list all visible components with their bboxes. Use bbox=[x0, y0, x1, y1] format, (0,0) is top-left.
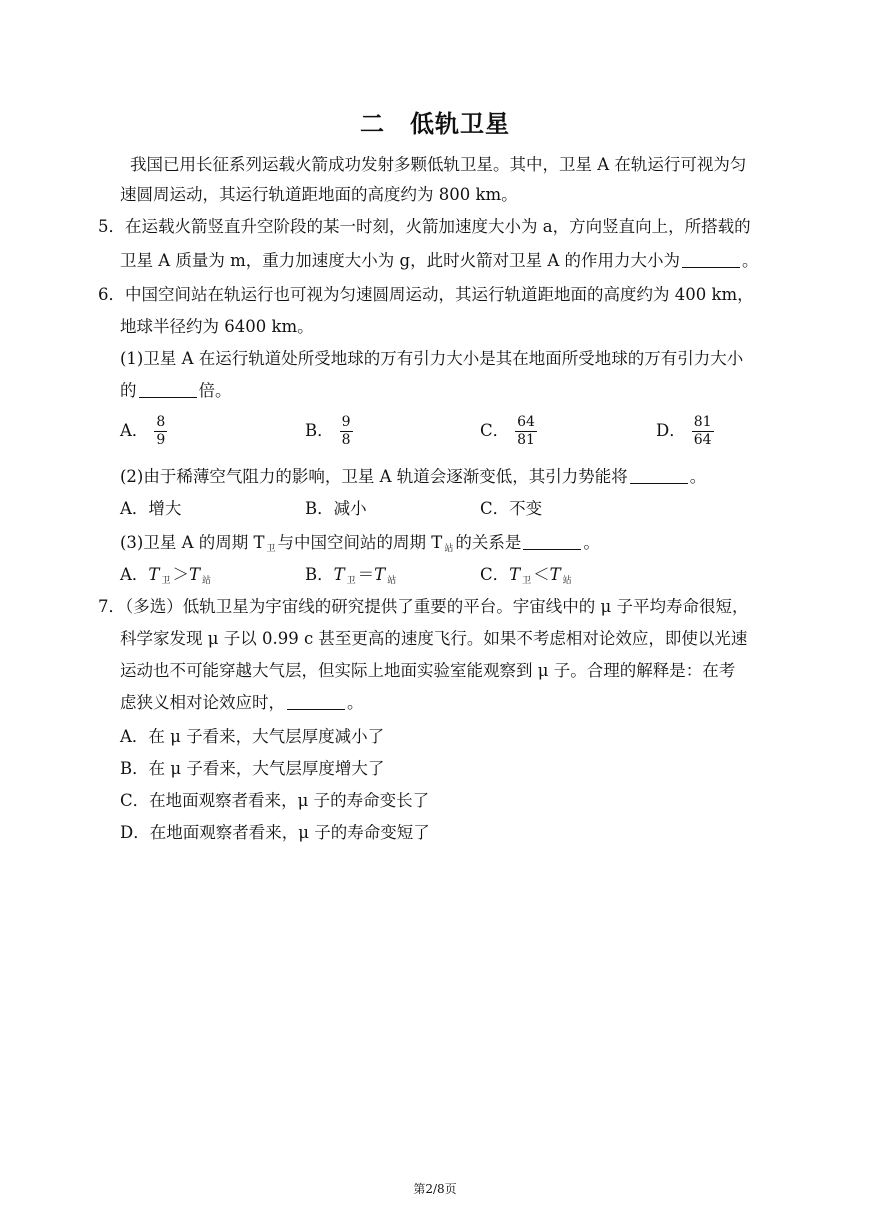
section-title: 二 低轨卫星 bbox=[360, 110, 510, 138]
answer-blank bbox=[682, 251, 740, 268]
q6-p3-text-a: (3)卫星 A 的周期 T bbox=[120, 533, 265, 552]
subscript: 站 bbox=[387, 576, 397, 586]
q6-p3-option-b bbox=[305, 564, 398, 592]
fraction bbox=[515, 414, 537, 449]
fraction bbox=[154, 414, 167, 449]
q6-p2-line-1 bbox=[120, 466, 706, 488]
q6-p1-option-b bbox=[305, 414, 353, 449]
q6-p1-line-2 bbox=[120, 380, 232, 402]
q5-line-2-end: 。 bbox=[742, 251, 759, 270]
q6-line-1: 6．中国空间站在轨运行也可视为匀速圆周运动，其运行轨道距地面的高度约为 400 km， bbox=[98, 285, 754, 304]
q7-line-2: 科学家发现 μ 子以 0.99 c 甚至更高的速度飞行。如果不考虑相对论效应，即使以光速 bbox=[120, 629, 748, 648]
fraction-numerator: 9 bbox=[341, 414, 351, 430]
subscript: 站 bbox=[562, 576, 572, 586]
subscript: 站 bbox=[201, 576, 211, 586]
q6-p3-option-c bbox=[480, 564, 574, 592]
symbol-t: T bbox=[374, 565, 386, 584]
fraction bbox=[340, 414, 353, 449]
relation-sign: ＞ bbox=[172, 565, 189, 584]
option-label: B． bbox=[305, 421, 334, 440]
page-number: 第2/8页 bbox=[413, 1182, 457, 1196]
q7-option-b: B．在 μ 子看来，大气层厚度增大了 bbox=[120, 759, 385, 778]
q6-p1-option-d bbox=[656, 414, 714, 449]
answer-blank bbox=[630, 467, 688, 484]
option-label: A． bbox=[120, 421, 149, 440]
q5-line-2-text: 卫星 A 质量为 m，重力加速度大小为 g，此时火箭对卫星 A 的作用力大小为 bbox=[120, 251, 681, 270]
q6-p1-line-2-end: 倍。 bbox=[198, 381, 232, 400]
relation-sign: ＝ bbox=[357, 565, 375, 584]
q6-p1-line-1: (1)卫星 A 在运行轨道处所受地球的万有引力大小是其在地面所受地球的万有引力大小 bbox=[120, 349, 744, 368]
q6-p3-text-b: 与中国空间站的周期 T bbox=[277, 533, 443, 552]
q6-p1-option-a bbox=[120, 414, 167, 449]
intro-line-1: 我国已用长征系列运载火箭成功发射多颗低轨卫星。其中，卫星 A 在轨运行可视为匀 bbox=[130, 155, 747, 174]
q5-line-1: 5．在运载火箭竖直升空阶段的某一时刻，火箭加速度大小为 a，方向竖直向上，所搭载的 bbox=[98, 217, 751, 236]
q6-p2-end: 。 bbox=[689, 467, 707, 486]
q6-p1-option-c bbox=[480, 414, 537, 449]
option-label: A． bbox=[120, 565, 149, 584]
option-label: C． bbox=[480, 421, 510, 440]
option-label: D． bbox=[656, 421, 686, 440]
answer-blank bbox=[139, 381, 197, 398]
q7-line-3: 运动也不可能穿越大气层，但实际上地面实验室能观察到 μ 子。合理的解释是：在考 bbox=[120, 661, 736, 680]
symbol-t: T bbox=[148, 565, 160, 584]
q7-line-4 bbox=[120, 692, 364, 714]
symbol-t: T bbox=[188, 565, 200, 584]
subscript: 卫 bbox=[522, 576, 532, 586]
answer-blank bbox=[287, 693, 345, 710]
q6-p2-option-c: C．不变 bbox=[480, 499, 543, 518]
q7-option-c: C．在地面观察者看来，μ 子的寿命变长了 bbox=[120, 791, 430, 810]
fraction-numerator: 81 bbox=[693, 414, 712, 430]
q6-p3-end: 。 bbox=[583, 533, 600, 552]
q6-p2-text: (2)由于稀薄空气阻力的影响，卫星 A 轨道会逐渐变低，其引力势能将 bbox=[120, 467, 628, 486]
symbol-t: T bbox=[333, 565, 345, 584]
q6-p3-line-1 bbox=[120, 532, 600, 560]
symbol-t: T bbox=[549, 565, 561, 584]
q7-line-1: 7．（多选）低轨卫星为宇宙线的研究提供了重要的平台。宇宙线中的 μ 子平均寿命很短， bbox=[98, 597, 749, 616]
subscript: 卫 bbox=[346, 576, 356, 586]
answer-blank bbox=[523, 533, 581, 550]
fraction bbox=[692, 414, 714, 449]
q7-option-a: A．在 μ 子看来，大气层厚度减小了 bbox=[120, 727, 385, 746]
subscript: 站 bbox=[444, 544, 454, 554]
fraction-numerator: 8 bbox=[156, 414, 166, 430]
symbol-t: T bbox=[509, 565, 521, 584]
q6-p1-line-2-text: 的 bbox=[120, 381, 137, 400]
q6-p3-option-a bbox=[120, 564, 213, 592]
option-label: C． bbox=[480, 565, 510, 584]
q6-p3-text-c: 的关系是 bbox=[455, 533, 522, 552]
intro-line-2: 速圆周运动，其运行轨道距地面的高度约为 800 km。 bbox=[120, 185, 518, 204]
q5-line-2 bbox=[120, 250, 759, 272]
subscript: 卫 bbox=[161, 576, 171, 586]
option-label: B． bbox=[305, 565, 334, 584]
fraction-denominator: 64 bbox=[693, 432, 712, 448]
relation-sign: ＜ bbox=[533, 565, 550, 584]
fraction-denominator: 9 bbox=[156, 432, 166, 448]
subscript: 卫 bbox=[266, 544, 276, 554]
q6-p2-option-a: A．增大 bbox=[120, 499, 182, 518]
fraction-numerator: 64 bbox=[517, 414, 535, 430]
q6-p2-option-b: B．减小 bbox=[305, 499, 367, 518]
fraction-denominator: 8 bbox=[341, 432, 351, 448]
fraction-denominator: 81 bbox=[517, 432, 535, 448]
q6-line-2: 地球半径约为 6400 km。 bbox=[120, 317, 314, 336]
q7-line-4-end: 。 bbox=[347, 693, 364, 712]
q7-option-d: D．在地面观察者看来，μ 子的寿命变短了 bbox=[120, 823, 430, 842]
q7-line-4-text: 虑狭义相对论效应时， bbox=[120, 693, 285, 712]
